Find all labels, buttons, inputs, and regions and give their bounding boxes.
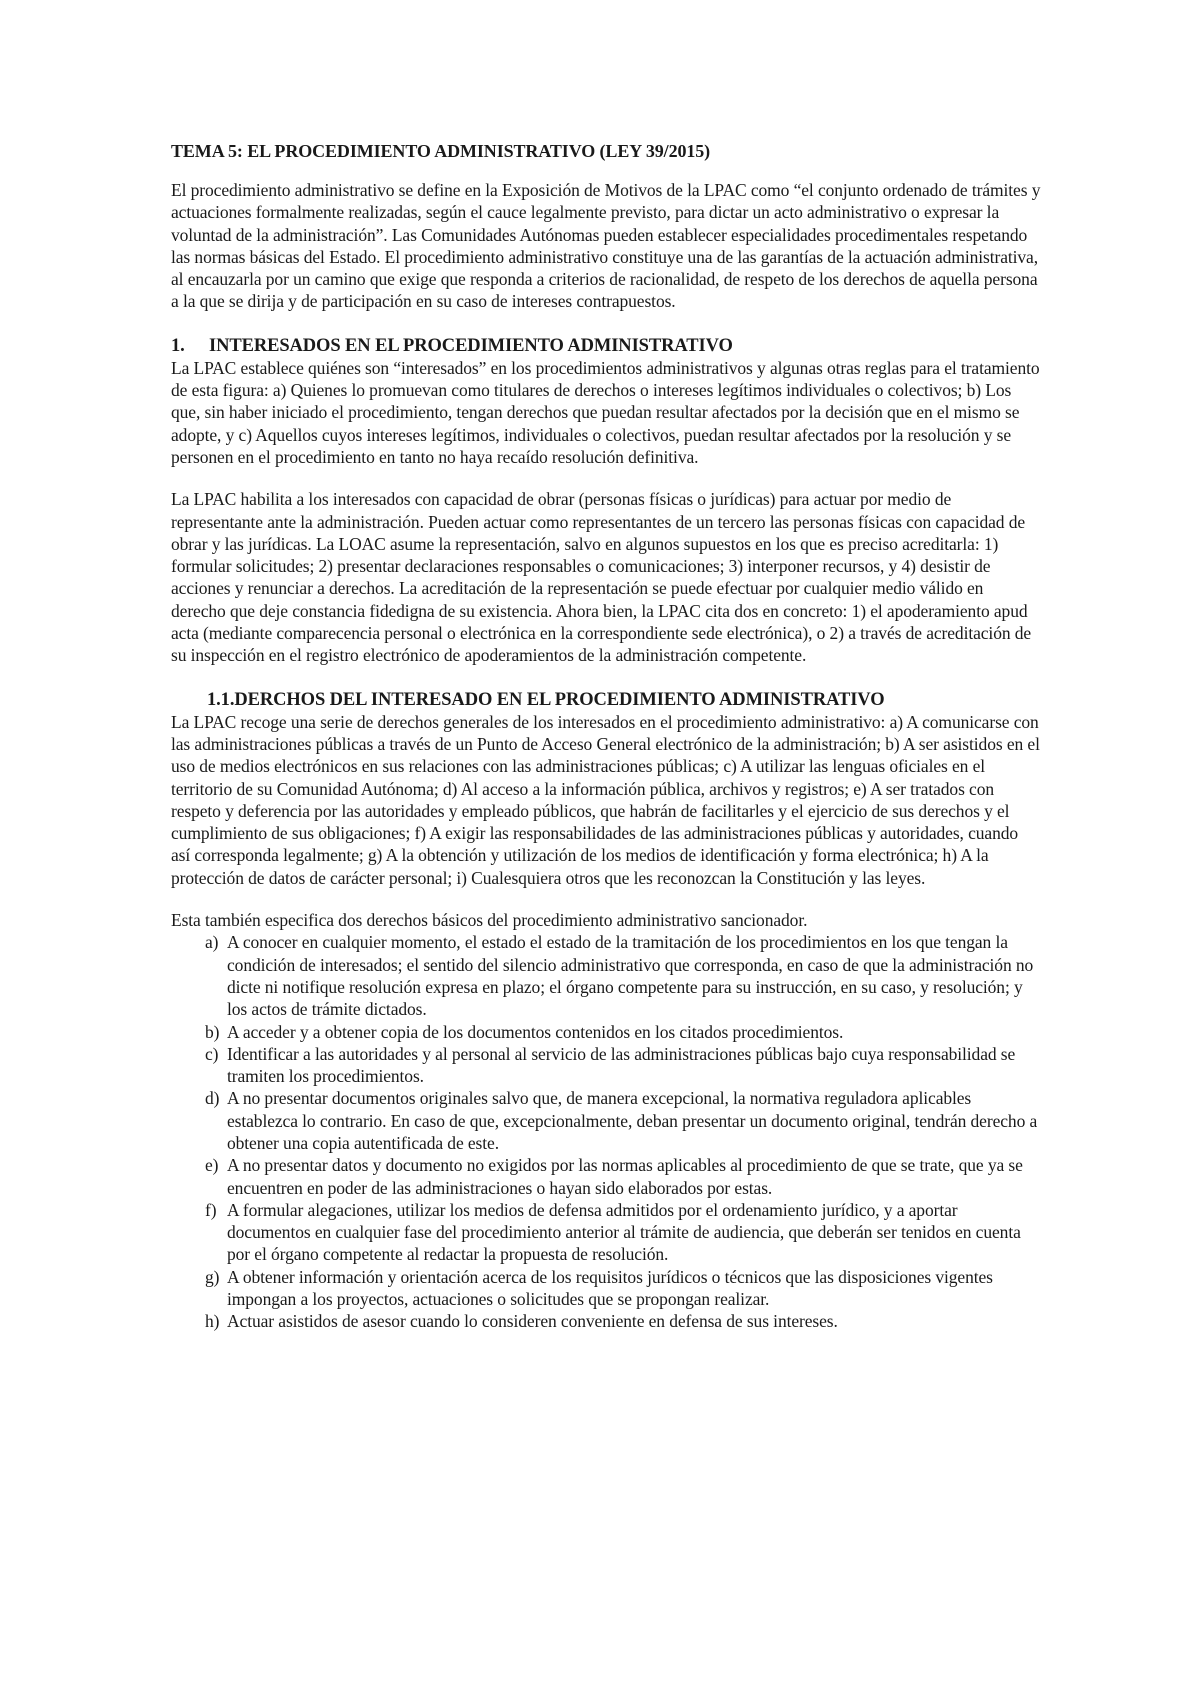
list-marker: g) bbox=[205, 1266, 220, 1287]
section-1-1-paragraph-1: La LPAC recoge una serie de derechos generales de los interesados en el procedimiento administrativo: a) A comunicarse con las administraciones públicas a través de un Punto de Acceso General electrónico de la administración; b) A ser asistidos en el uso de medios electrónicos en sus relaciones con las administraciones públicas; c) A utilizar las lenguas oficiales en el territorio de su Comunidad Autónoma; d) Al acceso a la información pública, archivos y registros; e) A ser tratados con respeto y deferencia por las autoridades y empleado públicos, que habrán de facilitarles y el ejercicio de sus derechos y el cumplimiento de sus obligaciones; f) A exigir las responsabilidades de las administraciones públicas y autoridades, cuando así corresponda legalmente; g) A la obtención y utilización de los medios de identificación y forma electrónica; h) A la protección de datos de carácter personal; i) Cualesquiera otros que les reconozcan la Constitución y las leyes. bbox=[171, 711, 1040, 888]
list-item bbox=[171, 1043, 1041, 1088]
list-item-text: A formular alegaciones, utilizar los medios de defensa admitidos por el ordenamiento jurídico, y a aportar documentos en cualquier fase del procedimiento anterior al trámite de audiencia, que deberán ser tenidos en cuenta por el órgano competente al redactar la propuesta de resolución. bbox=[227, 1199, 1021, 1265]
list-item-text: Identificar a las autoridades y al personal al servicio de las administraciones públicas bajo cuya responsabilidad se tramiten los procedimientos. bbox=[227, 1043, 1016, 1087]
list-item-text: A acceder y a obtener copia de los documentos contenidos en los citados procedimientos. bbox=[227, 1021, 844, 1042]
document-page bbox=[171, 140, 1041, 1333]
list-item-text: Actuar asistidos de asesor cuando lo consideren conveniente en defensa de sus intereses. bbox=[227, 1311, 838, 1332]
section-1-number: 1. bbox=[171, 335, 185, 356]
list-marker: f) bbox=[205, 1199, 217, 1220]
list-item bbox=[171, 1310, 1041, 1332]
list-item-text: A no presentar datos y documento no exigidos por las normas aplicables al procedimiento de que se trate, que ya se encuentren en poder de las administraciones o hayan sido elaborados por estas. bbox=[227, 1155, 1023, 1198]
list-item-text: A obtener información y orientación acerca de los requisitos jurídicos o técnicos que las disposiciones vigentes impongan a los proyectos, actuaciones o solicitudes que se propongan realizar. bbox=[227, 1266, 993, 1310]
list-item bbox=[171, 1154, 1041, 1199]
section-1-title: INTERESADOS EN EL PROCEDIMIENTO ADMINISTRATIVO bbox=[209, 335, 733, 356]
rights-list bbox=[171, 931, 1041, 1332]
list-marker: d) bbox=[205, 1088, 220, 1109]
list-item bbox=[171, 1021, 1041, 1043]
list-marker: a) bbox=[205, 932, 219, 953]
list-marker: h) bbox=[205, 1311, 220, 1332]
list-item bbox=[171, 1199, 1041, 1266]
section-1-1-paragraph-2: Esta también especifica dos derechos básicos del procedimiento administrativo sancionador. bbox=[171, 910, 808, 931]
list-marker: e) bbox=[205, 1155, 219, 1176]
section-1-paragraph-1: La LPAC establece quiénes son “interesados” en los procedimientos administrativos y algunas otras reglas para el tratamiento de esta figura: a) Quienes lo promuevan como titulares de derechos o intereses legítimos individuales o colectivos; b) Los que, sin haber iniciado el procedimiento, tengan derechos que puedan resultar afectados por la decisión que en el mismo se adopte, y c) Aquellos cuyos intereses legítimos, individuales o colectivos, puedan resultar afectados por la resolución y se personen en el procedimiento en tanto no haya recaído resolución definitiva. bbox=[171, 357, 1040, 467]
section-1-heading bbox=[171, 335, 1041, 357]
section-1-1-heading: 1.1.DERCHOS DEL INTERESADO EN EL PROCEDIMIENTO ADMINISTRATIVO bbox=[207, 689, 885, 710]
section-1-paragraph-2: La LPAC habilita a los interesados con capacidad de obrar (personas físicas o jurídicas) para actuar por medio de representante ante la administración. Pueden actuar como representantes de un tercero las personas físicas con capacidad de obrar y las jurídicas. La LOAC asume la representación, salvo en algunos supuestos en los que es preciso acreditarla: 1) formular solicitudes; 2) presentar declaraciones responsables o comunicaciones; 3) interponer recursos, y 4) desistir de acciones y renunciar a derechos. La acreditación de la representación se puede efectuar por cualquier medio válido en derecho que deje constancia fidedigna de su existencia. Ahora bien, la LPAC cita dos en concreto: 1) el apoderamiento apud acta (mediante comparecencia personal o electrónica en la correspondiente sede electrónica), o 2) a través de acreditación de su inspección en el registro electrónico de apoderamientos de la administración competente. bbox=[171, 489, 1032, 666]
list-item bbox=[171, 931, 1041, 1020]
list-item-text: A conocer en cualquier momento, el estado el estado de la tramitación de los procedimientos en los que tengan la condición de interesados; el sentido del silencio administrativo que corresponda, en caso de que la administración no dicte ni notifique resolución expresa en plazo; el órgano competente para su instrucción, en su caso, y resolución; y los actos de trámite dictados. bbox=[227, 932, 1034, 1020]
list-item-text: A no presentar documentos originales salvo que, de manera excepcional, la normativa reguladora aplicables establezca lo contrario. En caso de que, excepcionalmente, deban presentar un documento original, tendrán derecho a obtener una copia autentificada de este. bbox=[227, 1088, 1038, 1153]
list-item bbox=[171, 1266, 1041, 1311]
list-marker: b) bbox=[205, 1021, 220, 1042]
document-title: TEMA 5: EL PROCEDIMIENTO ADMINISTRATIVO (LEY 39/2015) bbox=[171, 141, 711, 161]
list-marker: c) bbox=[205, 1043, 219, 1064]
intro-paragraph: El procedimiento administrativo se define en la Exposición de Motivos de la LPAC como “el conjunto ordenado de trámites y actuaciones formalmente realizadas, según el cauce legalmente previsto, para dictar un acto administrativo o expresar la voluntad de la administración”. Las Comunidades Autónomas pueden establecer especialidades procedimentales respetando las normas básicas del Estado. El procedimiento administrativo constituye una de las garantías de la actuación administrativa, al encauzarla por un camino que exige que responda a criterios de racionalidad, de respeto de los derechos de aquella persona a la que se dirija y de participación en su caso de intereses contrapuestos. bbox=[171, 180, 1041, 312]
list-item bbox=[171, 1087, 1041, 1154]
